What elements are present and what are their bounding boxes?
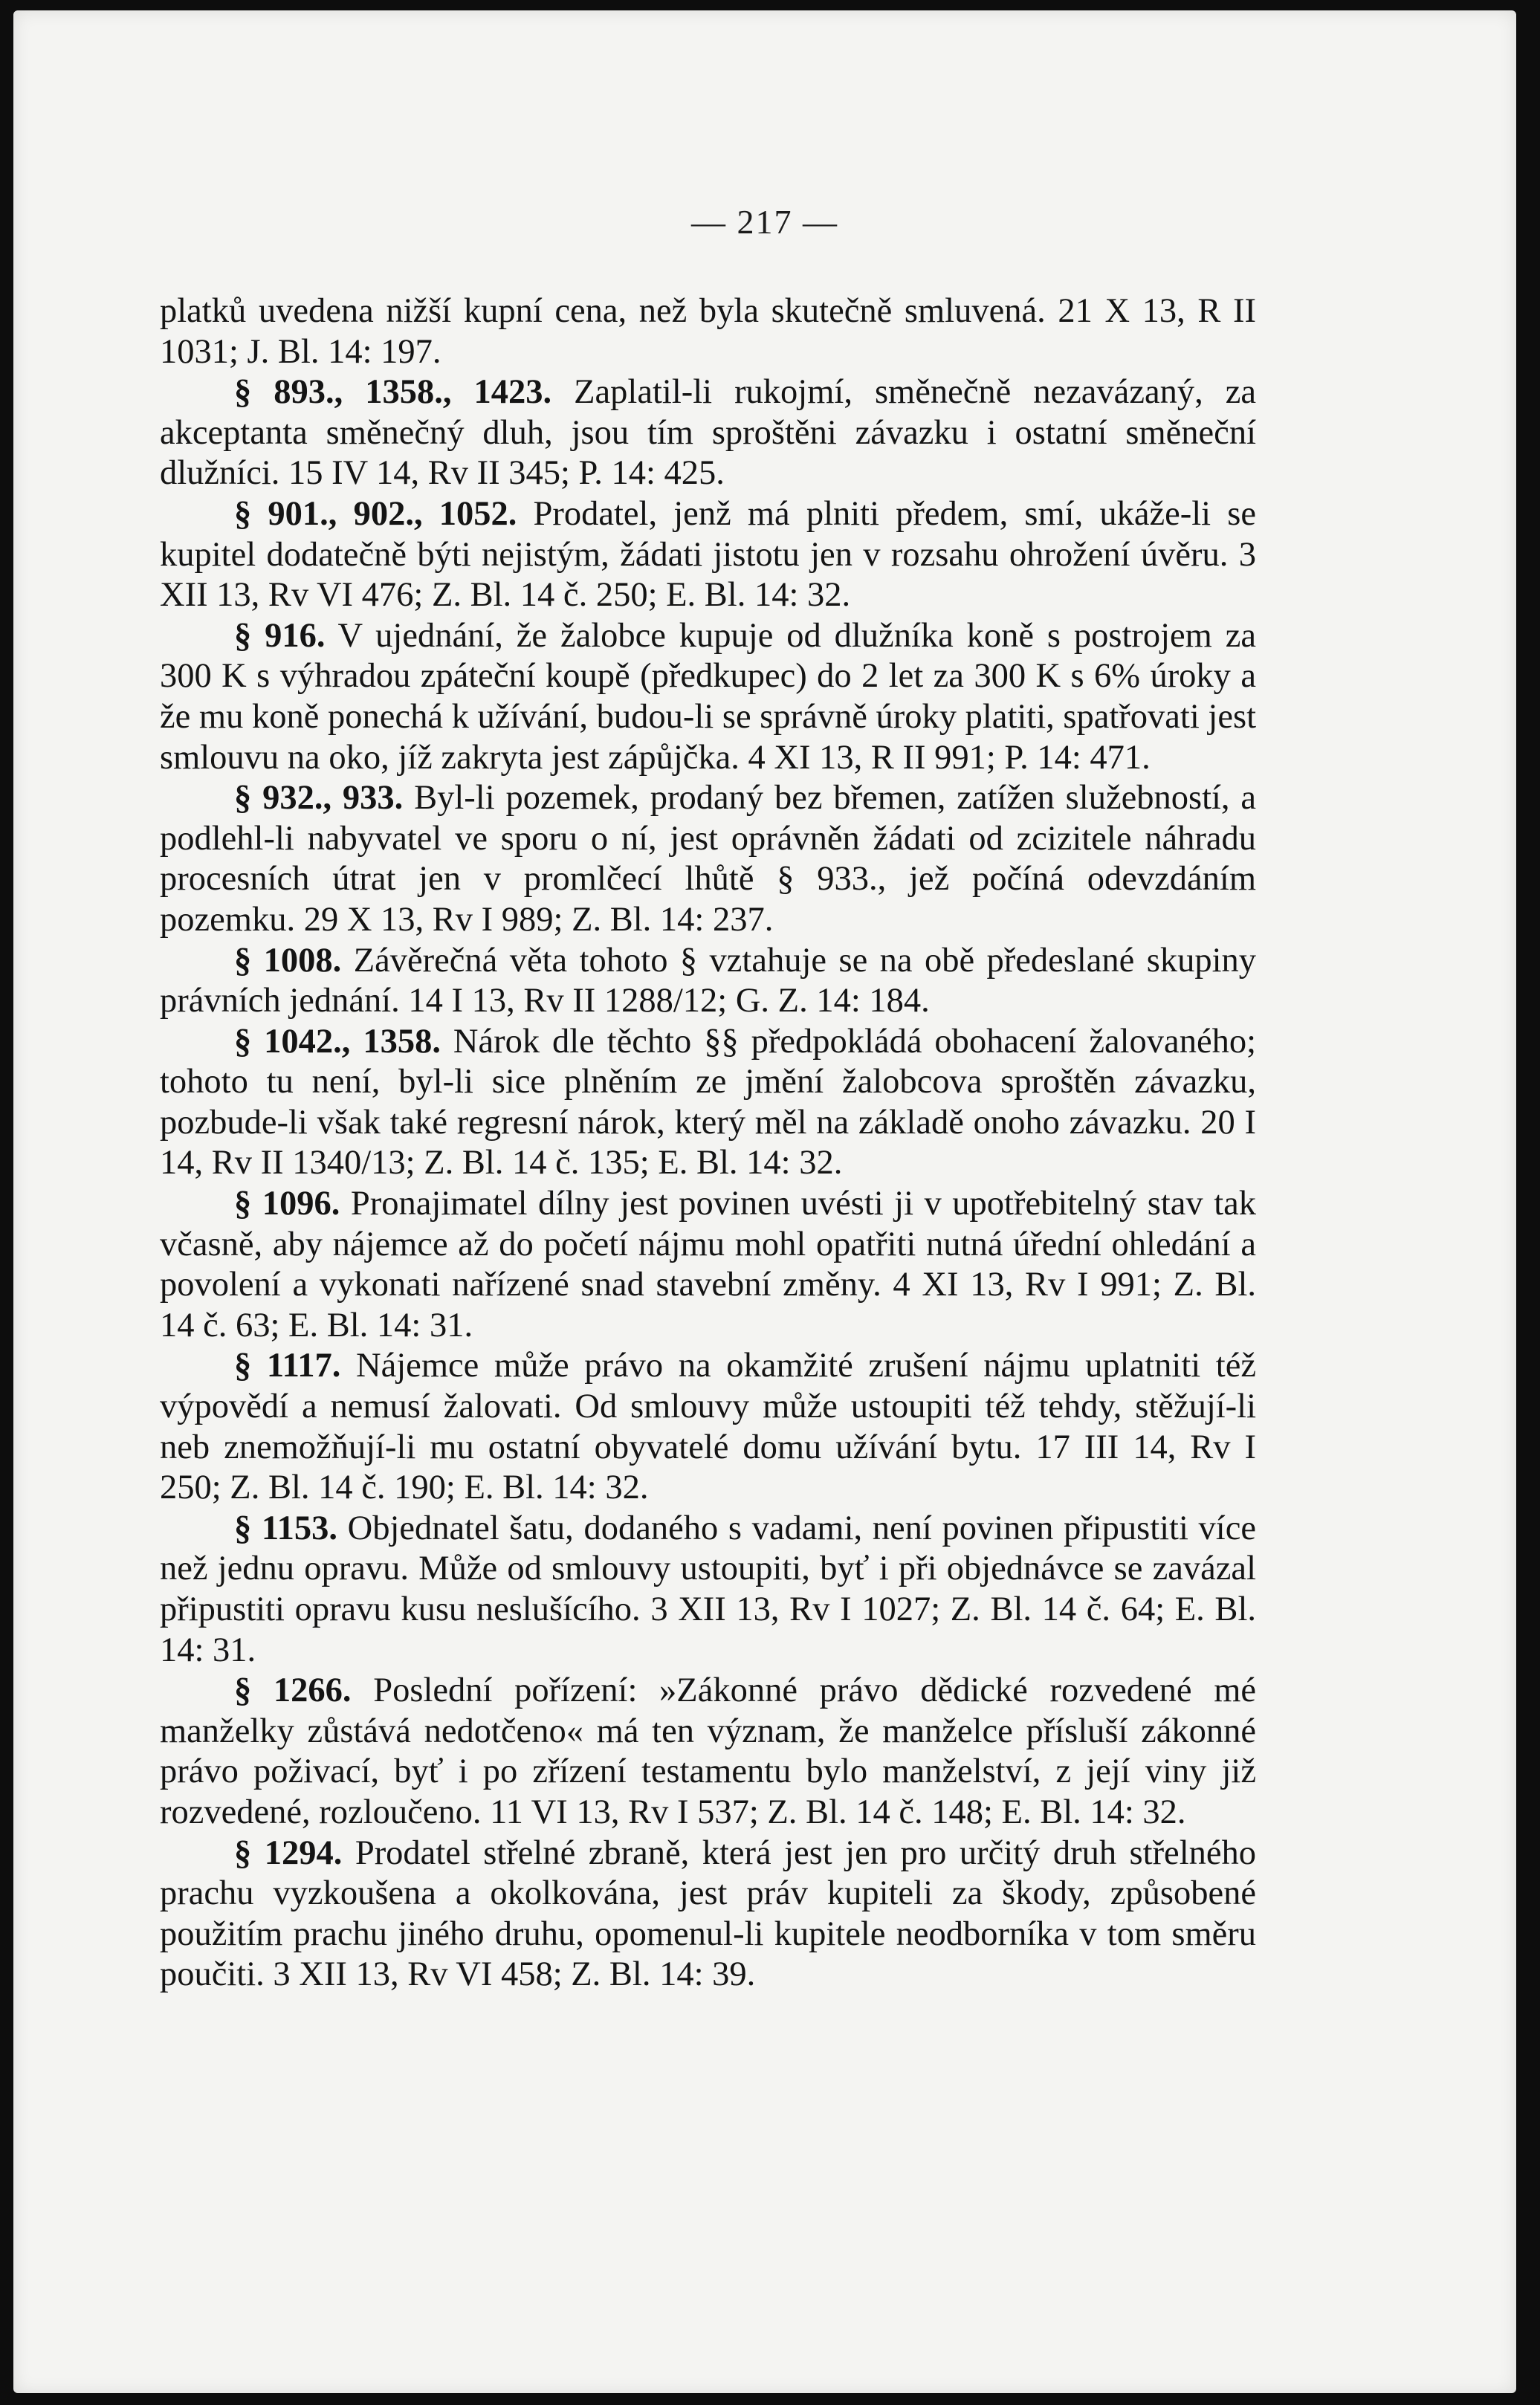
page-number: — 217 —: [691, 203, 838, 241]
paragraph-ref: § 1117.: [234, 1347, 341, 1385]
paragraph-text: Závěrečná věta tohoto § vztahuje se na obě předeslané skupiny právních jednání. 14 I 13, Rv II 1288/12; G. Z. 14: 184.: [160, 941, 1257, 1020]
paragraph: [160, 372, 1256, 494]
paragraph-ref: § 916.: [234, 616, 326, 655]
paragraph-text: V ujednání, že žalobce kupuje od dlužníka koně s postrojem za 300 K s výhradou zpáteční koupě (předkupec) do 2 let za 300 K s 6% úroky a že mu koně ponechá k užívání, budou-li se správně úroky platiti, spatřovati jest smlouvu na oko, jíž zakryta jest zápůjčka. 4 XI 13, R II 991; P. 14: 471.: [160, 616, 1257, 777]
paragraph-ref: § 1266.: [234, 1671, 352, 1710]
paragraph: [160, 1509, 1256, 1671]
paragraph-text: Objednatel šatu, dodaného s vadami, není povinen připustiti více než jednu opravu. Může od smlouvy ustoupiti, byť i při objednávce se zavázal připustiti opravu kusu neslušícího. 3 XII 13, Rv I 1027; Z. Bl. 14 č. 64; E. Bl. 14: 31.: [160, 1509, 1257, 1669]
paragraph: [160, 494, 1256, 616]
paragraph: [160, 1346, 1256, 1508]
paragraph-ref: § 1096.: [234, 1185, 340, 1223]
paragraph-text: Zaplatil-li rukojmí, směnečně nezavázaný, za akceptanta směnečný dluh, jsou tím sproštěni závazku i ostatní směneční dlužníci. 15 IV 14, Rv II 345; P. 14: 425.: [160, 373, 1257, 493]
paragraph: [160, 291, 1256, 372]
paragraph-text: Prodatel střelné zbraně, která jest jen pro určitý druh střelného prachu vyzkoušena a okolkována, jest práv kupiteli za škody, způsobené použitím prachu jiného druhu, opomenul-li kupitele neodborníka v tom směru poučiti. 3 XII 13, Rv VI 458; Z. Bl. 14: 39.: [160, 1833, 1256, 1994]
paragraph-text: Byl-li pozemek, prodaný bez břemen, zatížen služebností, a podlehl-li nabyvatel ve sporu o ní, jest oprávněn žádati od zcizitele náhradu procesních útrat jen v promlčecí lhůtě § 933., jež počíná odevzdáním pozemku. 29 X 13, Rv I 989; Z. Bl. 14: 237.: [160, 779, 1257, 939]
paragraph-text: Nárok dle těchto §§ předpokládá obohacení žalovaného; tohoto tu není, byl-li sice plněním ze jmění žalobcova sproštěn závazku, pozbude-li však také regresní nárok, který měl na základě onoho závazku. 20 I 14, Rv II 1340/13; Z. Bl. 14 č. 135; E. Bl. 14: 32.: [160, 1022, 1257, 1182]
paragraph-text: Prodatel, jenž má plniti předem, smí, ukáže-li se kupitel dodatečně býti nejistým, žádati jistotu jen v rozsahu ohrožení úvěru. 3 XII 13, Rv VI 476; Z. Bl. 14 č. 250; E. Bl. 14: 32.: [160, 494, 1256, 615]
paragraph-ref: § 893., 1358., 1423.: [234, 373, 552, 412]
paragraph: [160, 616, 1256, 778]
paragraph-ref: § 901., 902., 1052.: [234, 494, 517, 533]
paragraph-ref: § 1153.: [234, 1509, 337, 1547]
paragraph-ref: § 1008.: [234, 941, 342, 980]
page-text: [160, 291, 1256, 1995]
paragraph-text: platků uvedena nižší kupní cena, než byla skutečně smluvená. 21 X 13, R II 1031; J. Bl. 14: 197.: [160, 292, 1256, 371]
paragraph: [160, 1184, 1256, 1346]
paragraph-ref: § 932., 933.: [234, 779, 404, 818]
paragraph: [160, 1833, 1256, 1995]
paragraph-text: Pronajimatel dílny jest povinen uvésti ji v upotřebitelný stav tak včasně, aby nájemce až do početí nájmu mohl opatřiti nutná úřední ohledání a povolení a vykonati nařízené snad stavební změny. 4 XI 13, Rv I 991; Z. Bl. 14 č. 63; E. Bl. 14: 31.: [160, 1185, 1256, 1344]
paragraph: [160, 1022, 1256, 1184]
paragraph: [160, 778, 1256, 940]
paragraph: [160, 941, 1256, 1022]
paragraph-text: Nájemce může právo na okamžité zrušení nájmu uplatniti též výpovědí a nemusí žalovati. Od smlouvy může ustoupiti též tehdy, stěžují-li neb znemožňují-li mu ostatní obyvatelé domu užívání bytu. 17 III 14, Rv I 250; Z. Bl. 14 č. 190; E. Bl. 14: 32.: [160, 1347, 1256, 1507]
paragraph-text: Poslední pořízení: »Zákonné právo dědické rozvedené mé manželky zůstává nedotčeno« má ten význam, že manželce přísluší zákonné právo poživací, byť i po zřízení testamentu bylo manželství, z její viny již rozvedené, rozloučeno. 11 VI 13, Rv I 537; Z. Bl. 14 č. 148; E. Bl. 14: 32.: [160, 1671, 1257, 1831]
paragraph-ref: § 1042., 1358.: [234, 1022, 441, 1061]
paragraph-ref: § 1294.: [234, 1833, 343, 1872]
book-page: [13, 10, 1516, 2393]
paragraph: [160, 1671, 1256, 1833]
